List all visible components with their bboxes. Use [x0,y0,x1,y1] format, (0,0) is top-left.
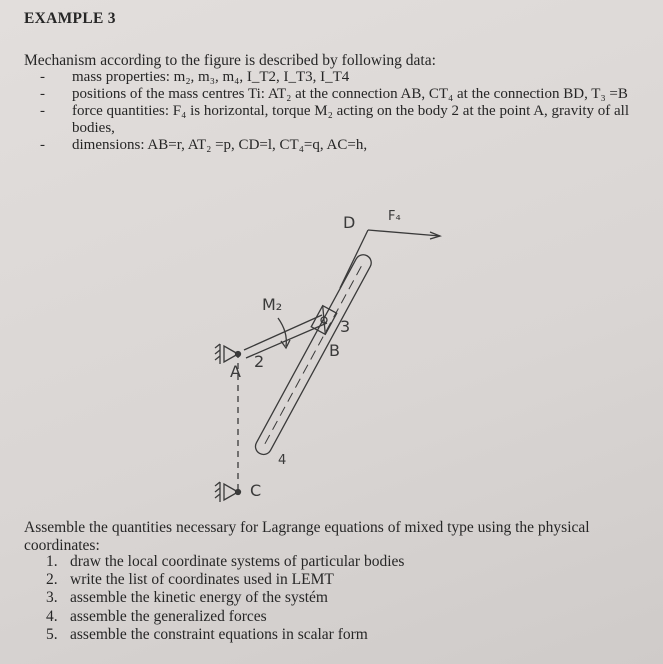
label-body-3: 3 [340,317,351,336]
example-heading: EXAMPLE 3 [24,10,116,27]
label-body-4: 4 [278,453,287,468]
item-text: assemble the kinetic energy of the systém [70,589,328,607]
list-item [46,608,404,626]
item-text: assemble the generalized forces [70,607,267,625]
list-item: - mass properties: m₂, m₃, m₄, I_T2, I_T3, I_T4 [38,69,638,86]
item-number: 5. [46,625,58,643]
list-item: - positions of the mass centres Ti: AT₂ at the connection AB, CT₄ at the connection BD, T₃ =B [38,86,638,103]
label-c: C [250,481,262,500]
pin-support-c [215,482,241,502]
link-4-bar [253,252,374,457]
intro-text: Mechanism according to the figure is described by following data: [24,52,436,69]
data-list [38,69,638,154]
label-body-2: 2 [254,352,265,371]
label-a: A [230,362,241,381]
list-item [46,626,404,644]
list-item [46,571,404,589]
list-item: - dimensions: AB=r, AT₂ =p, CD=l, CT₄=q, AC=h, [38,137,638,154]
item-text: assemble the constraint equations in scalar form [70,625,368,643]
list-item [46,589,404,607]
item-text: write the list of coordinates used in LEMT [70,571,334,589]
pin-support-a [215,344,241,364]
list-item [46,553,404,571]
label-f4: F₄ [388,209,401,224]
item-number: 4. [46,607,58,625]
item-number: 2. [46,571,58,589]
task-text: Assemble the quantities necessary for Lagrange equations of mixed type using the physical coordinates: [24,519,590,554]
task-list [46,553,404,644]
label-b: B [329,341,340,360]
label-d: D [343,213,356,232]
item-number: 1. [46,553,58,570]
slider-block-3 [311,306,337,335]
item-text: draw the local coordinate systems of particular bodies [70,553,405,570]
item-number: 3. [46,589,58,607]
mechanism-figure [190,200,460,510]
list-item: - force quantities: F₄ is horizontal, torque M₂ acting on the body 2 at the point A, gravity of all bodies, [38,103,638,137]
label-m2: M₂ [262,295,283,314]
force-f4-line [368,230,440,236]
